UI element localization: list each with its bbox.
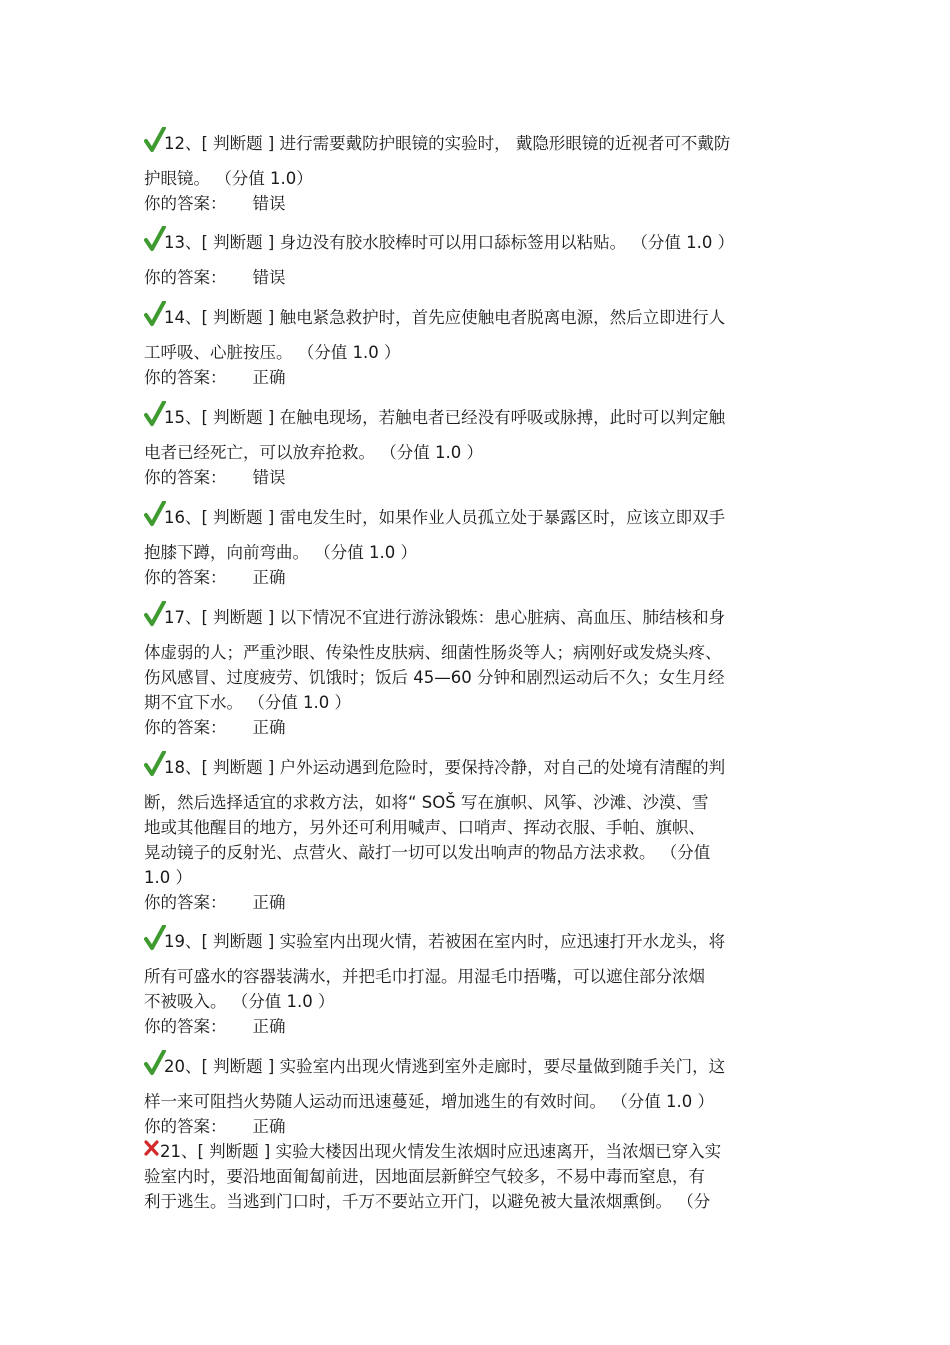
question-text: 验室内时，要沿地面匍匐前进，因地面层新鲜空气较多，不易中毒而窒息，有 [144,1167,705,1186]
answer-value: 正确 [252,718,286,737]
answer-value: 正确 [252,368,286,387]
answer-row [144,1016,286,1038]
answer-value: 正确 [252,893,286,912]
question-text: 体虚弱的人；严重沙眼、传染性皮肤病、细菌性肠炎等人；病刚好或发烧头疼、 [144,643,722,662]
question-text: 15、[ 判断题 ] 在触电现场，若触电者已经没有呼吸或脉搏，此时可以判定触 [164,408,726,427]
question-text: 不被吸入。 （分值 1.0 ） [144,992,335,1011]
question-text: 断，然后选择适宜的求救方法，如将“ SOŠ 写在旗帜、风筝、沙滩、沙漠、雪 [144,793,709,812]
question-text: 17、[ 判断题 ] 以下情况不宜进行游泳锻炼：患心脏病、高血压、肺结核和身 [164,608,726,627]
question-text: 1.0 ） [144,868,192,887]
question-text: 伤风感冒、过度疲劳、饥饿时；饭后 45—60 分钟和剧烈运动后不久；女生月经 [144,668,725,687]
answer-label: 你的答案： [144,718,227,737]
check-icon [144,931,164,953]
answer-label: 你的答案： [144,568,227,587]
question-text: 12、[ 判断题 ] 进行需要戴防护眼镜的实验时， 戴隐形眼镜的近视者可不戴防 [164,134,731,153]
question-text: 16、[ 判断题 ] 雷电发生时，如果作业人员孤立处于暴露区时，应该立即双手 [164,508,726,527]
answer-row [144,193,286,215]
question-text: 18、[ 判断题 ] 户外运动遇到危险时，要保持冷静，对自己的处境有清醒的判 [164,758,726,777]
answer-row [144,467,286,489]
question-text: 20、[ 判断题 ] 实验室内出现火情逃到室外走廊时，要尽量做到随手关门，这 [164,1057,726,1076]
check-icon [144,407,164,429]
answer-label: 你的答案： [144,468,227,487]
answer-label: 你的答案： [144,194,227,213]
question-text: 所有可盛水的容器装满水，并把毛巾打湿。用湿毛巾捂嘴，可以遮住部分浓烟 [144,967,705,986]
answer-value: 错误 [252,194,286,213]
check-icon [144,757,164,779]
cross-icon [144,1141,160,1163]
question-text: 电者已经死亡，可以放弃抢救。 （分值 1.0 ） [144,443,483,462]
answer-label: 你的答案： [144,268,227,287]
answer-row [144,567,286,589]
question-text: 工呼吸、心脏按压。 （分值 1.0 ） [144,343,401,362]
answer-value: 正确 [252,1117,286,1136]
answer-value: 正确 [252,568,286,587]
question-text: 13、[ 判断题 ] 身边没有胶水胶棒时可以用口舔标签用以粘贴。 （分值 1.0 ） [164,233,735,252]
answer-label: 你的答案： [144,893,227,912]
answer-value: 正确 [252,1017,286,1036]
question-text: 抱膝下蹲，向前弯曲。 （分值 1.0 ） [144,543,417,562]
check-icon [144,607,164,629]
question-text: 21、[ 判断题 ] 实验大楼因出现火情发生浓烟时应迅速离开，当浓烟已穿入实 [160,1142,722,1161]
answer-row [144,892,286,914]
question-text: 利于逃生。当逃到门口时，千万不要站立开门，以避免被大量浓烟熏倒。 （分 [144,1192,711,1211]
check-icon [144,507,164,529]
answer-row [144,1116,286,1138]
check-icon [144,1056,164,1078]
question-text: 样一来可阻挡火势随人运动而迅速蔓延，增加逃生的有效时间。 （分值 1.0 ） [144,1092,714,1111]
answer-value: 错误 [252,468,286,487]
question-text: 护眼镜。 （分值 1.0） [144,169,313,188]
question-text: 晃动镜子的反射光、点营火、敲打一切可以发出响声的物品方法求救。 （分值 [144,843,711,862]
question-text: 19、[ 判断题 ] 实验室内出现火情，若被困在室内时，应迅速打开水龙头，将 [164,932,726,951]
answer-row [144,267,286,289]
question-text: 14、[ 判断题 ] 触电紧急救护时，首先应使触电者脱离电源，然后立即进行人 [164,308,726,327]
question-text: 地或其他醒目的地方，另外还可利用喊声、口哨声、挥动衣服、手帕、旗帜、 [144,818,705,837]
answer-label: 你的答案： [144,368,227,387]
answer-row [144,717,286,739]
answer-label: 你的答案： [144,1117,227,1136]
question-text: 期不宜下水。 （分值 1.0 ） [144,693,351,712]
answer-row [144,367,286,389]
answer-label: 你的答案： [144,1017,227,1036]
check-icon [144,133,164,155]
answer-value: 错误 [252,268,286,287]
check-icon [144,307,164,329]
check-icon [144,232,164,254]
